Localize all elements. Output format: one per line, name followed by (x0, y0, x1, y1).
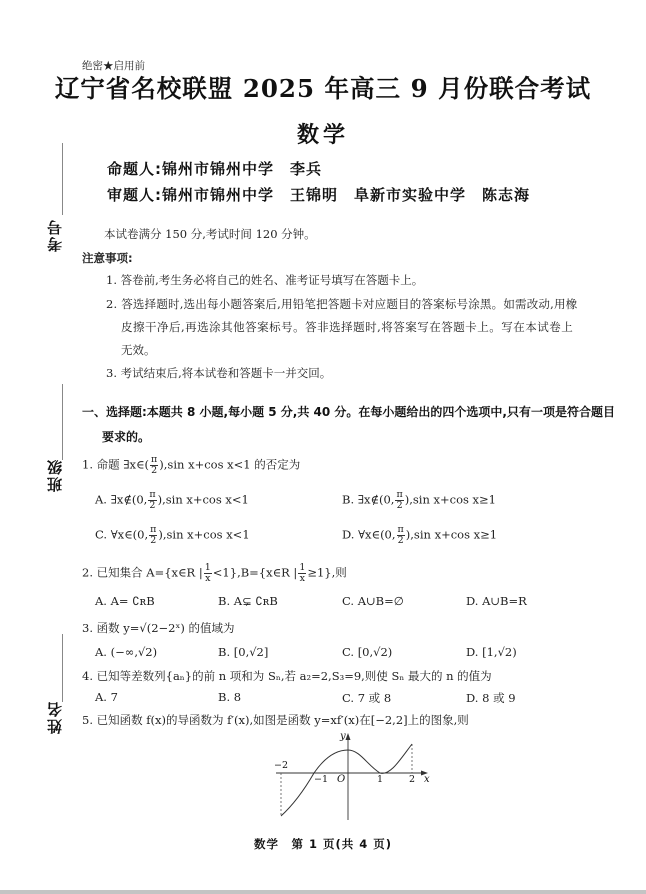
question-2-option-c[interactable]: C. A∪B=∅ (342, 594, 404, 608)
question-1-option-b[interactable]: B. ∃x∉(0, $\frac{\pi}{2}$ ),sin x+cos x≥1 (342, 489, 496, 511)
notes-title: 注意事项: (82, 251, 133, 265)
question-1-stem: 1. 命题 ∃x∈( $\frac{\pi}{2}$ ),sin x+cos x<1 的否定为 (82, 454, 301, 476)
note-2-cont: 皮擦干净后,再选涂其他答案标号。答非选择题时,将答案写在答题卡上。写在本试卷上 (121, 320, 574, 334)
graph-tick-1: 1 (377, 774, 384, 785)
question-3-option-c[interactable]: C. [0,√2) (342, 645, 393, 659)
confidential-mark: 绝密★启用前 (82, 60, 145, 72)
class-label: 班级 (46, 458, 64, 492)
question-2-stem: 2. 已知集合 A={x∈R | $\frac{1}{x}$ <1},B={x∈R | $\frac{1}{x}$ ≥1},则 (82, 562, 347, 584)
question-1-option-a[interactable]: A. ∃x∉(0, $\frac{\pi}{2}$ ),sin x+cos x<1 (95, 489, 249, 511)
note-2: 2. 答选择题时,选出每小题答案后,用铅笔把答题卡对应题目的答案标号涂黑。如需改动,用橡 (106, 297, 578, 311)
question-4-option-c[interactable]: C. 7 或 8 (342, 691, 392, 705)
question-1-option-d[interactable]: D. ∀x∈(0, $\frac{\pi}{2}$ ),sin x+cos x≥1 (342, 524, 498, 546)
subject-title: 数学 (296, 122, 349, 148)
graph-y-label: y (340, 731, 346, 742)
reviewer-line: 审题人:锦州市锦州中学 王锦明 阜新市实验中学 陈志海 (107, 186, 531, 204)
section-heading-cont: 要求的。 (102, 430, 151, 444)
question-3-stem: 3. 函数 y=√(2−2ˣ) 的值域为 (82, 621, 235, 635)
question-1-option-c[interactable]: C. ∀x∈(0, $\frac{\pi}{2}$ ),sin x+cos x<1 (95, 524, 250, 546)
graph-origin-label: O (337, 774, 346, 785)
question-3-option-d[interactable]: D. [1,√2) (466, 645, 517, 659)
question-3-option-b[interactable]: B. [0,√2] (218, 645, 269, 659)
question-3-option-a[interactable]: A. (−∞,√2) (95, 645, 158, 659)
page-footer: 数学 第 1 页(共 4 页) (253, 837, 393, 851)
section-heading: 一、选择题:本题共 8 小题,每小题 5 分,共 40 分。在每小题给出的四个选项中,只有一项是符合题目 (82, 405, 615, 419)
question-4-option-b[interactable]: B. 8 (218, 690, 242, 704)
question-2-option-a[interactable]: A. A= ∁ʀB (95, 594, 155, 608)
note-1: 1. 答卷前,考生务必将自己的姓名、准考证号填写在答题卡上。 (106, 273, 424, 287)
exam-number-label: 考号 (46, 218, 64, 252)
page-bottom-edge (0, 890, 646, 894)
question-4-option-a[interactable]: A. 7 (95, 690, 118, 704)
exam-title: 辽宁省名校联盟 2025 年高三 9 月份联合考试 (54, 74, 592, 103)
question-5-stem: 5. 已知函数 f(x)的导函数为 f′(x),如图是函数 y=xf′(x)在[−2,2]上的图象,则 (82, 713, 469, 727)
note-2-cont2: 无效。 (121, 343, 156, 357)
y-axis-arrow-icon (346, 733, 351, 740)
question-2-option-d[interactable]: D. A∪B=R (466, 594, 527, 608)
graph-tick-neg2: −2 (274, 760, 289, 771)
setter-line: 命题人:锦州市锦州中学 李兵 (107, 160, 322, 178)
graph-tick-2: 2 (409, 774, 416, 785)
question-4-option-d[interactable]: D. 8 或 9 (466, 691, 516, 705)
question-4-stem: 4. 已知等差数列{aₙ}的前 n 项和为 Sₙ,若 a₂=2,S₃=9,则使 Sₙ 最大的 n 的值为 (82, 669, 492, 683)
graph-tick-neg1: −1 (314, 774, 329, 785)
question-2-option-b[interactable]: B. A⊊ ∁ʀB (218, 594, 278, 608)
graph-x-label: x (424, 774, 430, 785)
name-label: 姓名 (46, 700, 64, 734)
score-time-info: 本试卷满分 150 分,考试时间 120 分钟。 (104, 227, 316, 241)
note-3: 3. 考试结束后,将本试卷和答题卡一并交回。 (106, 366, 332, 380)
